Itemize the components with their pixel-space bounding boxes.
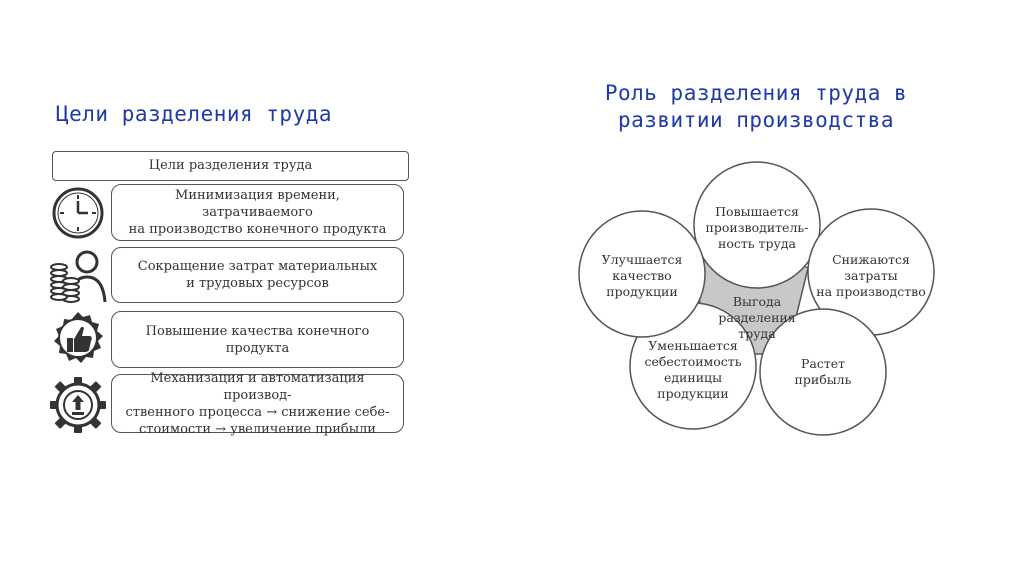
goal-4-line-1: Механизация и автоматизация производ-	[150, 370, 365, 403]
goals-table-header: Цели разделения труда	[52, 151, 409, 181]
goal-1-line-1: Минимизация времени, затрачиваемого	[175, 188, 340, 220]
productivity-line-2: производитель-	[705, 220, 809, 235]
costs-line-3: на производство	[816, 284, 926, 299]
center-line-3: труда	[738, 326, 776, 341]
profit-label	[763, 356, 883, 388]
goal-3-line-1: Повышение качества конечного продукта	[145, 323, 370, 356]
costs-line-1: Снижаются	[832, 252, 910, 267]
quality-label	[582, 252, 702, 300]
goal-1-line-2: на производство конечного продукта	[128, 222, 387, 237]
center-line-2: разделения	[718, 310, 796, 325]
center-label	[697, 294, 817, 342]
quality-line-3: продукции	[606, 284, 678, 299]
productivity-label	[697, 204, 817, 252]
cost-unit-line-4: продукции	[657, 386, 729, 401]
right-title-line-2: развитии производства	[617, 108, 894, 132]
costs-line-2: затраты	[844, 268, 898, 283]
quality-line-2: качество	[612, 268, 672, 283]
productivity-line-1: Повышается	[715, 204, 799, 219]
center-line-1: Выгода	[732, 294, 782, 309]
goal-4-line-3: стоимости → увеличение прибыли	[139, 421, 376, 437]
cost-unit-label	[633, 338, 753, 402]
goal-2-line-1: Сокращение затрат материальных	[137, 259, 378, 274]
profit-line-1: Растет	[800, 356, 846, 371]
costs-label	[811, 252, 931, 300]
right-title-line-1: Роль разделения труда в	[604, 81, 908, 105]
goal-4-line-2: ственного процесса → снижение себе-	[125, 404, 390, 420]
cost-unit-line-1: Уменьшается	[648, 338, 738, 353]
profit-line-2: прибыль	[794, 372, 852, 387]
cost-unit-line-2: себестоимость	[644, 354, 742, 369]
productivity-line-3: ность труда	[718, 236, 796, 251]
goal-2-line-2: и трудовых ресурсов	[186, 276, 329, 291]
quality-line-1: Улучшается	[601, 252, 683, 267]
left-slide-title: Цели разделения труда	[56, 102, 333, 126]
cost-unit-line-3: единицы	[663, 370, 723, 385]
